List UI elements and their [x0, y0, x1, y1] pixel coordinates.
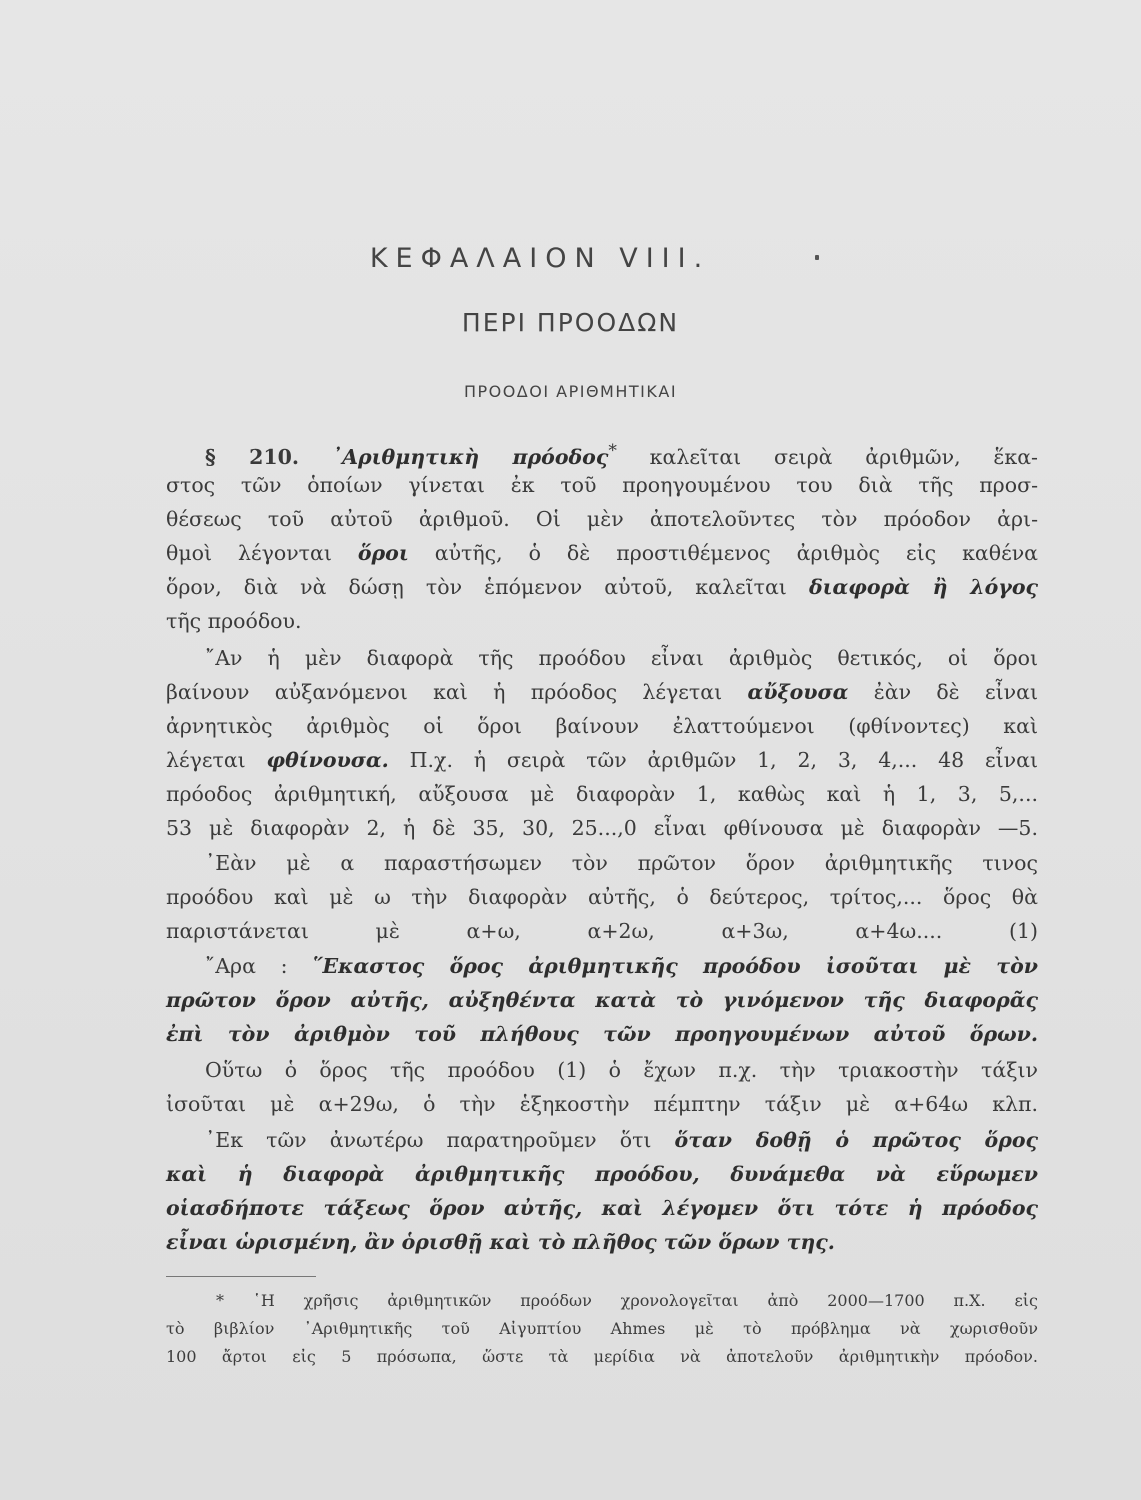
footnote-line3: 100 ἄρτοι εἰς 5 πρόσωπα, ὥστε τὰ μερίδια νὰ ἀποτελοῦν ἀριθμητικὴν πρόοδον. — [166, 1347, 1038, 1366]
para1-line2: στος τῶν ὁποίων γίνεται ἐκ τοῦ προηγουμένου του διὰ τῆς προσ- — [166, 473, 1038, 497]
para4-line2: ἰσοῦται μὲ α+29ω, ὁ τὴν ἑξηκοστὴν πέμπτην τάξιν μὲ α+64ω κλπ. — [166, 1092, 1038, 1116]
equation-number: (1) — [1008, 919, 1038, 943]
footnote-line2: τὸ βιβλίον ᾿Αριθμητικῆς τοῦ Αἰγυπτίου Ahmes μὲ τὸ πρόβλημα νὰ χωρισθοῦν — [166, 1319, 1038, 1338]
text: καλεῖται σειρὰ ἀριθμῶν, ἕκα- — [649, 444, 1038, 469]
para2-line1: ῎Αν ἡ μὲν διαφορὰ τῆς προόδου εἶναι ἀριθμὸς θετικός, οἱ ὅροι — [205, 646, 1038, 670]
rule-line3: ἐπὶ τὸν ἀριθμὸν τοῦ πλήθους τῶν προηγουμένων αὐτοῦ ὅρων. — [166, 1022, 1038, 1046]
para5-line3: οἱασδήποτε τάξεως ὅρον αὐτῆς, καὶ λέγομεν ὅτι τότε ἡ πρόοδος — [166, 1196, 1038, 1220]
rule-line2: πρῶτον ὅρον αὐτῆς, αὐξηθέντα κατὰ τὸ γινόμενον τῆς διαφορᾶς — [166, 988, 1038, 1012]
para5-line2: καὶ ἡ διαφορὰ ἀριθμητικῆς προόδου, δυνάμεθα νὰ εὕρωμεν — [166, 1162, 1038, 1186]
term-increasing: αὔξουσα — [747, 680, 849, 704]
text: αὐτῆς, ὁ δὲ προστιθέμενος ἀριθμὸς εἰς καθένα — [434, 541, 1039, 565]
text: Π.χ. ἡ σειρὰ τῶν ἀριθμῶν 1, 2, 3, 4,... 48 εἶναι — [409, 748, 1038, 772]
para1-line6: τῆς προόδου. — [166, 609, 302, 633]
rule-text: ῞Εκαστος ὅρος ἀριθμητικῆς προόδου ἰσοῦται μὲ τὸν — [312, 954, 1038, 978]
para1-line5 — [166, 573, 1038, 601]
term-arithmetic-progression: ᾿Αριθμητικὴ πρόοδος — [331, 444, 609, 469]
chapter-heading: ΚΕΦΑΛΑΙΟΝ VIII. — [369, 243, 711, 274]
section-number: § 210. — [205, 444, 300, 469]
text: ἐὰν δὲ εἶναι — [873, 680, 1038, 704]
para5-line4: εἶναι ὡρισμένη, ἂν ὁρισθῇ καὶ τὸ πλῆθος τῶν ὅρων της. — [166, 1230, 835, 1254]
para2-line4 — [166, 746, 1038, 774]
footnote-divider — [166, 1276, 316, 1277]
rule-line1 — [205, 952, 1038, 980]
text: βαίνουν αὐξανόμενοι καὶ ἡ πρόοδος λέγεται — [166, 680, 723, 704]
term-decreasing: φθίνουσα. — [266, 748, 389, 772]
formula: παριστάνεται μὲ α+ω, α+2ω, α+3ω, α+4ω.... — [166, 919, 943, 943]
para3-line3 — [166, 917, 1038, 945]
section-subtitle: ΠΡΟΟΔΟΙ ΑΡΙΘΜΗΤΙΚΑΙ — [463, 382, 678, 401]
emphasis-text: ὅταν δοθῇ ὁ πρῶτος ὅρος — [674, 1128, 1038, 1152]
footnote-line1: * ῾Η χρῆσις ἀριθμητικῶν προόδων χρονολογεῖται ἀπὸ 2000—1700 π.Χ. εἰς — [216, 1291, 1038, 1310]
para4-line1: Οὕτω ὁ ὅρος τῆς προόδου (1) ὁ ἔχων π.χ. τὴν τριακοστὴν τάξιν — [205, 1058, 1038, 1082]
text: ῎Αρα : — [205, 954, 288, 978]
text: ὅρον, διὰ νὰ δώσῃ τὸν ἑπόμενον αὐτοῦ, καλεῖται — [166, 575, 787, 599]
term-terms: ὅροι — [357, 541, 409, 565]
text: λέγεται — [166, 748, 246, 772]
text: ᾿Εκ τῶν ἀνωτέρω παρατηροῦμεν ὅτι — [205, 1128, 652, 1152]
para2-line6: 53 μὲ διαφορὰν 2, ἡ δὲ 35, 30, 25...,0 εἶναι φθίνουσα μὲ διαφορὰν —5. — [166, 816, 1038, 840]
para2-line2 — [166, 678, 1038, 706]
para1-line4 — [166, 539, 1038, 567]
term-difference: διαφορὰ ἢ λόγος — [808, 575, 1038, 599]
footnote-marker: * — [608, 441, 617, 461]
para2-line5: πρόοδος ἀριθμητική, αὔξουσα μὲ διαφορὰν 1, καθὼς καὶ ἡ 1, 3, 5,... — [166, 782, 1038, 806]
ink-mark — [815, 255, 819, 260]
para1-line1 — [205, 437, 1038, 471]
chapter-title: ΠΕΡΙ ΠΡΟΟΔΩΝ — [461, 308, 680, 337]
para1-line3: θέσεως τοῦ αὐτοῦ ἀριθμοῦ. Οἱ μὲν ἀποτελοῦντες τὸν πρόοδον ἀρι- — [166, 507, 1038, 531]
para3-line1: ᾿Εὰν μὲ α παραστήσωμεν τὸν πρῶτον ὅρον ἀριθμητικῆς τινος — [205, 851, 1038, 875]
text: θμοὶ λέγονται — [166, 541, 332, 565]
para3-line2: προόδου καὶ μὲ ω τὴν διαφορὰν αὐτῆς, ὁ δεύτερος, τρίτος,... ὅρος θὰ — [166, 885, 1038, 909]
para5-line1 — [205, 1126, 1038, 1154]
para2-line3: ἀρνητικὸς ἀριθμὸς οἱ ὅροι βαίνουν ἐλαττούμενοι (φθίνοντες) καὶ — [166, 714, 1038, 738]
